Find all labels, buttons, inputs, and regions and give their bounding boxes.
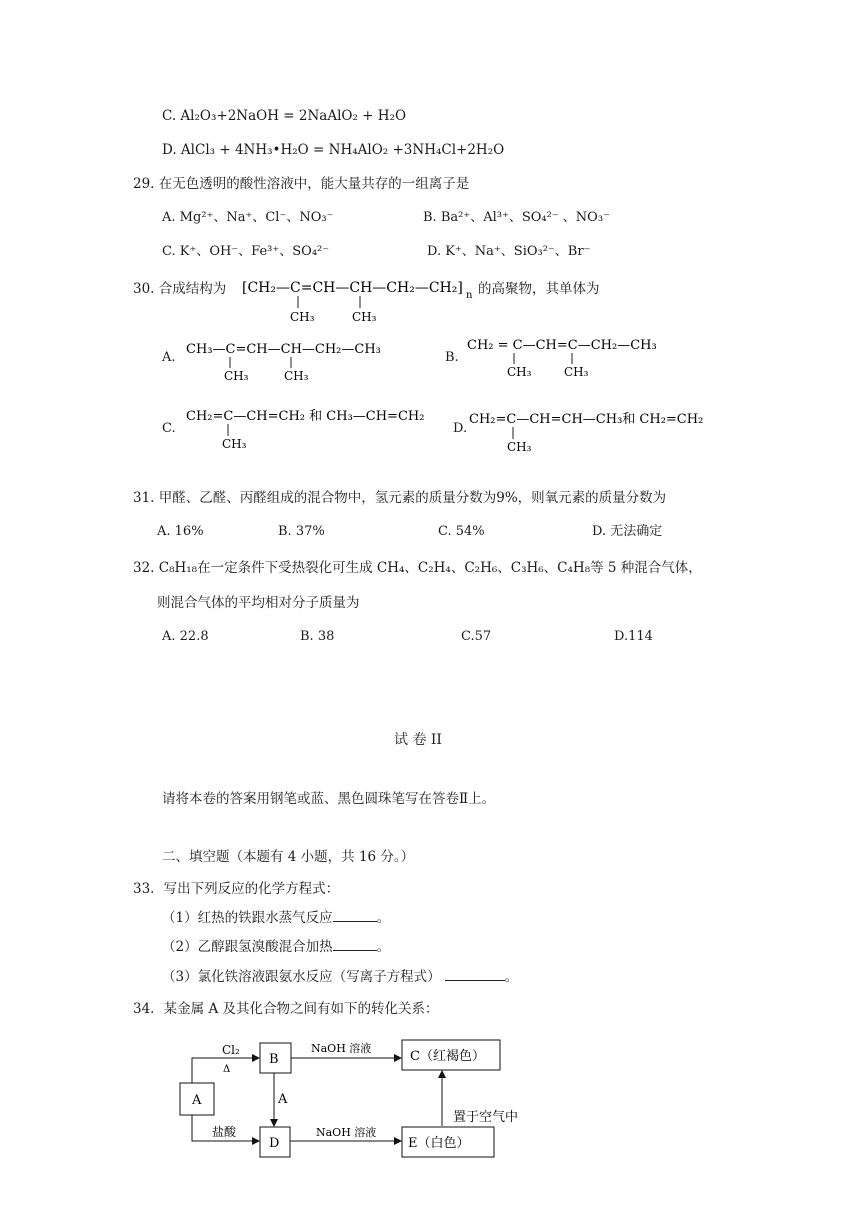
section-2-instruction: 请将本卷的答案用钢笔或蓝、黑色圆珠笔写在答卷Ⅱ上。 [162,791,496,807]
q29-option-a: A. Mg²⁺、Na⁺、Cl⁻、NO₃⁻ [162,210,334,225]
answer-blank-1[interactable] [333,909,377,922]
label-naoh-2: NaOH 溶液 [316,1126,377,1139]
polymer-main: [CH₂—C=CH—CH—CH₂—CH₂] [242,280,463,296]
label-naoh-1: NaOH 溶液 [311,1042,372,1055]
q31-stem: 31. 甲醛、乙醛、丙醛组成的混合物中，氢元素的质量分数为9%，则氧元素的质量分数为 [133,490,667,506]
box-c-label: C（红褐色） [410,1049,485,1064]
label-a-arrow: A [278,1092,288,1107]
label-air: 置于空气中 [453,1110,519,1125]
box-e-label: E（白色） [408,1136,470,1151]
label-hcl: 盐酸 [212,1125,237,1139]
q30-stem-suffix: 的高聚物，其单体为 [478,281,600,297]
q30-option-a-structure [184,336,394,386]
option-d-main: CH₂=C—CH=CH—CH₃和 CH₂=CH₂ [469,412,704,427]
polymer-subscript: n [466,290,473,301]
q34-conversion-diagram [170,1030,550,1165]
q29-option-c: C. K⁺、OH⁻、Fe³⁺、SO₄²⁻ [162,244,330,259]
q31-option-c: C. 54% [438,524,485,539]
q31-option-a: A. 16% [157,524,204,539]
option-b-main: CH₂ = C—CH=C—CH₂—CH₃ [467,338,657,353]
q32-option-b: B. 38 [300,629,335,644]
q29-option-d: D. K⁺、Na⁺、SiO₃²⁻、Br⁻ [427,244,591,259]
q30-stem-prefix: 30. 合成结构为 [133,281,227,297]
q30-option-d-structure [467,406,717,458]
q31-option-d: D. 无法确定 [592,524,663,539]
option-a-methyl-2: CH₃ [284,369,309,383]
q33-stem: 33．写出下列反应的化学方程式： [133,881,340,897]
box-d-label: D [269,1136,280,1151]
q30-option-d-label: D. [453,421,468,436]
option-a-methyl-1: CH₃ [224,369,249,383]
q28-option-c: C. Al₂O₃+2NaOH = 2NaAlO₂ + H₂O [162,108,407,124]
q30-polymer-structure [240,270,480,326]
option-c-methyl: CH₃ [222,437,247,451]
answer-blank-3[interactable] [445,968,505,981]
answer-blank-2[interactable] [333,938,377,951]
box-a-label: A [192,1093,202,1108]
q30-option-c-label: C. [162,421,176,436]
q32-option-d: D.114 [614,629,653,644]
polymer-methyl-1: CH₃ [290,310,315,324]
label-delta: Δ [223,1064,231,1075]
q30-option-b-structure [465,332,675,382]
q33-item-2: （2）乙醇跟氢溴酸混合加热 。 [162,939,391,955]
q32-option-c: C.57 [461,629,492,644]
option-b-methyl-2: CH₃ [564,365,589,379]
q30-option-a-label: A. [162,350,176,365]
q32-option-a: A. 22.8 [162,629,209,644]
option-c-main: CH₂=C—CH=CH₂ 和 CH₃—CH=CH₂ [186,409,425,424]
q28-option-d: D. AlCl₃ + 4NH₃•H₂O = NH₄AlO₂ +3NH₄Cl+2H₂O [162,142,505,158]
q33-item-1: （1）红热的铁跟水蒸气反应 。 [162,910,391,926]
q31-option-b: B. 37% [278,524,325,539]
q29-stem: 29. 在无色透明的酸性溶液中，能大量共存的一组离子是 [133,176,470,192]
q33-item-3: （3）氯化铁溶液跟氨水反应（写离子方程式） 。 [162,969,519,985]
q34-stem: 34．某金属 A 及其化合物之间有如下的转化关系： [133,1001,439,1017]
q32-stem-line-2: 则混合气体的平均相对分子质量为 [157,595,360,611]
option-d-methyl: CH₃ [507,440,532,454]
option-a-main: CH₃—C=CH—CH—CH₂—CH₃ [186,342,381,357]
part-2-title: 二、填空题（本题有 4 小题，共 16 分。） [162,849,415,865]
q30-option-c-structure [184,403,434,455]
box-b-label: B [269,1052,279,1067]
section-2-title: 试 卷 II [394,732,442,748]
polymer-methyl-2: CH₃ [352,310,377,324]
q29-option-b: B. Ba²⁺、Al³⁺、SO₄²⁻ 、NO₃⁻ [423,210,610,225]
option-b-methyl-1: CH₃ [507,365,532,379]
q32-stem-line-1: 32. C₈H₁₈在一定条件下受热裂化可生成 CH₄、C₂H₄、C₂H₆、C₃H₆、C₄H₈等 5 种混合气体， [133,560,702,576]
label-cl2: Cl₂ [222,1043,240,1057]
q30-option-b-label: B. [445,350,459,365]
